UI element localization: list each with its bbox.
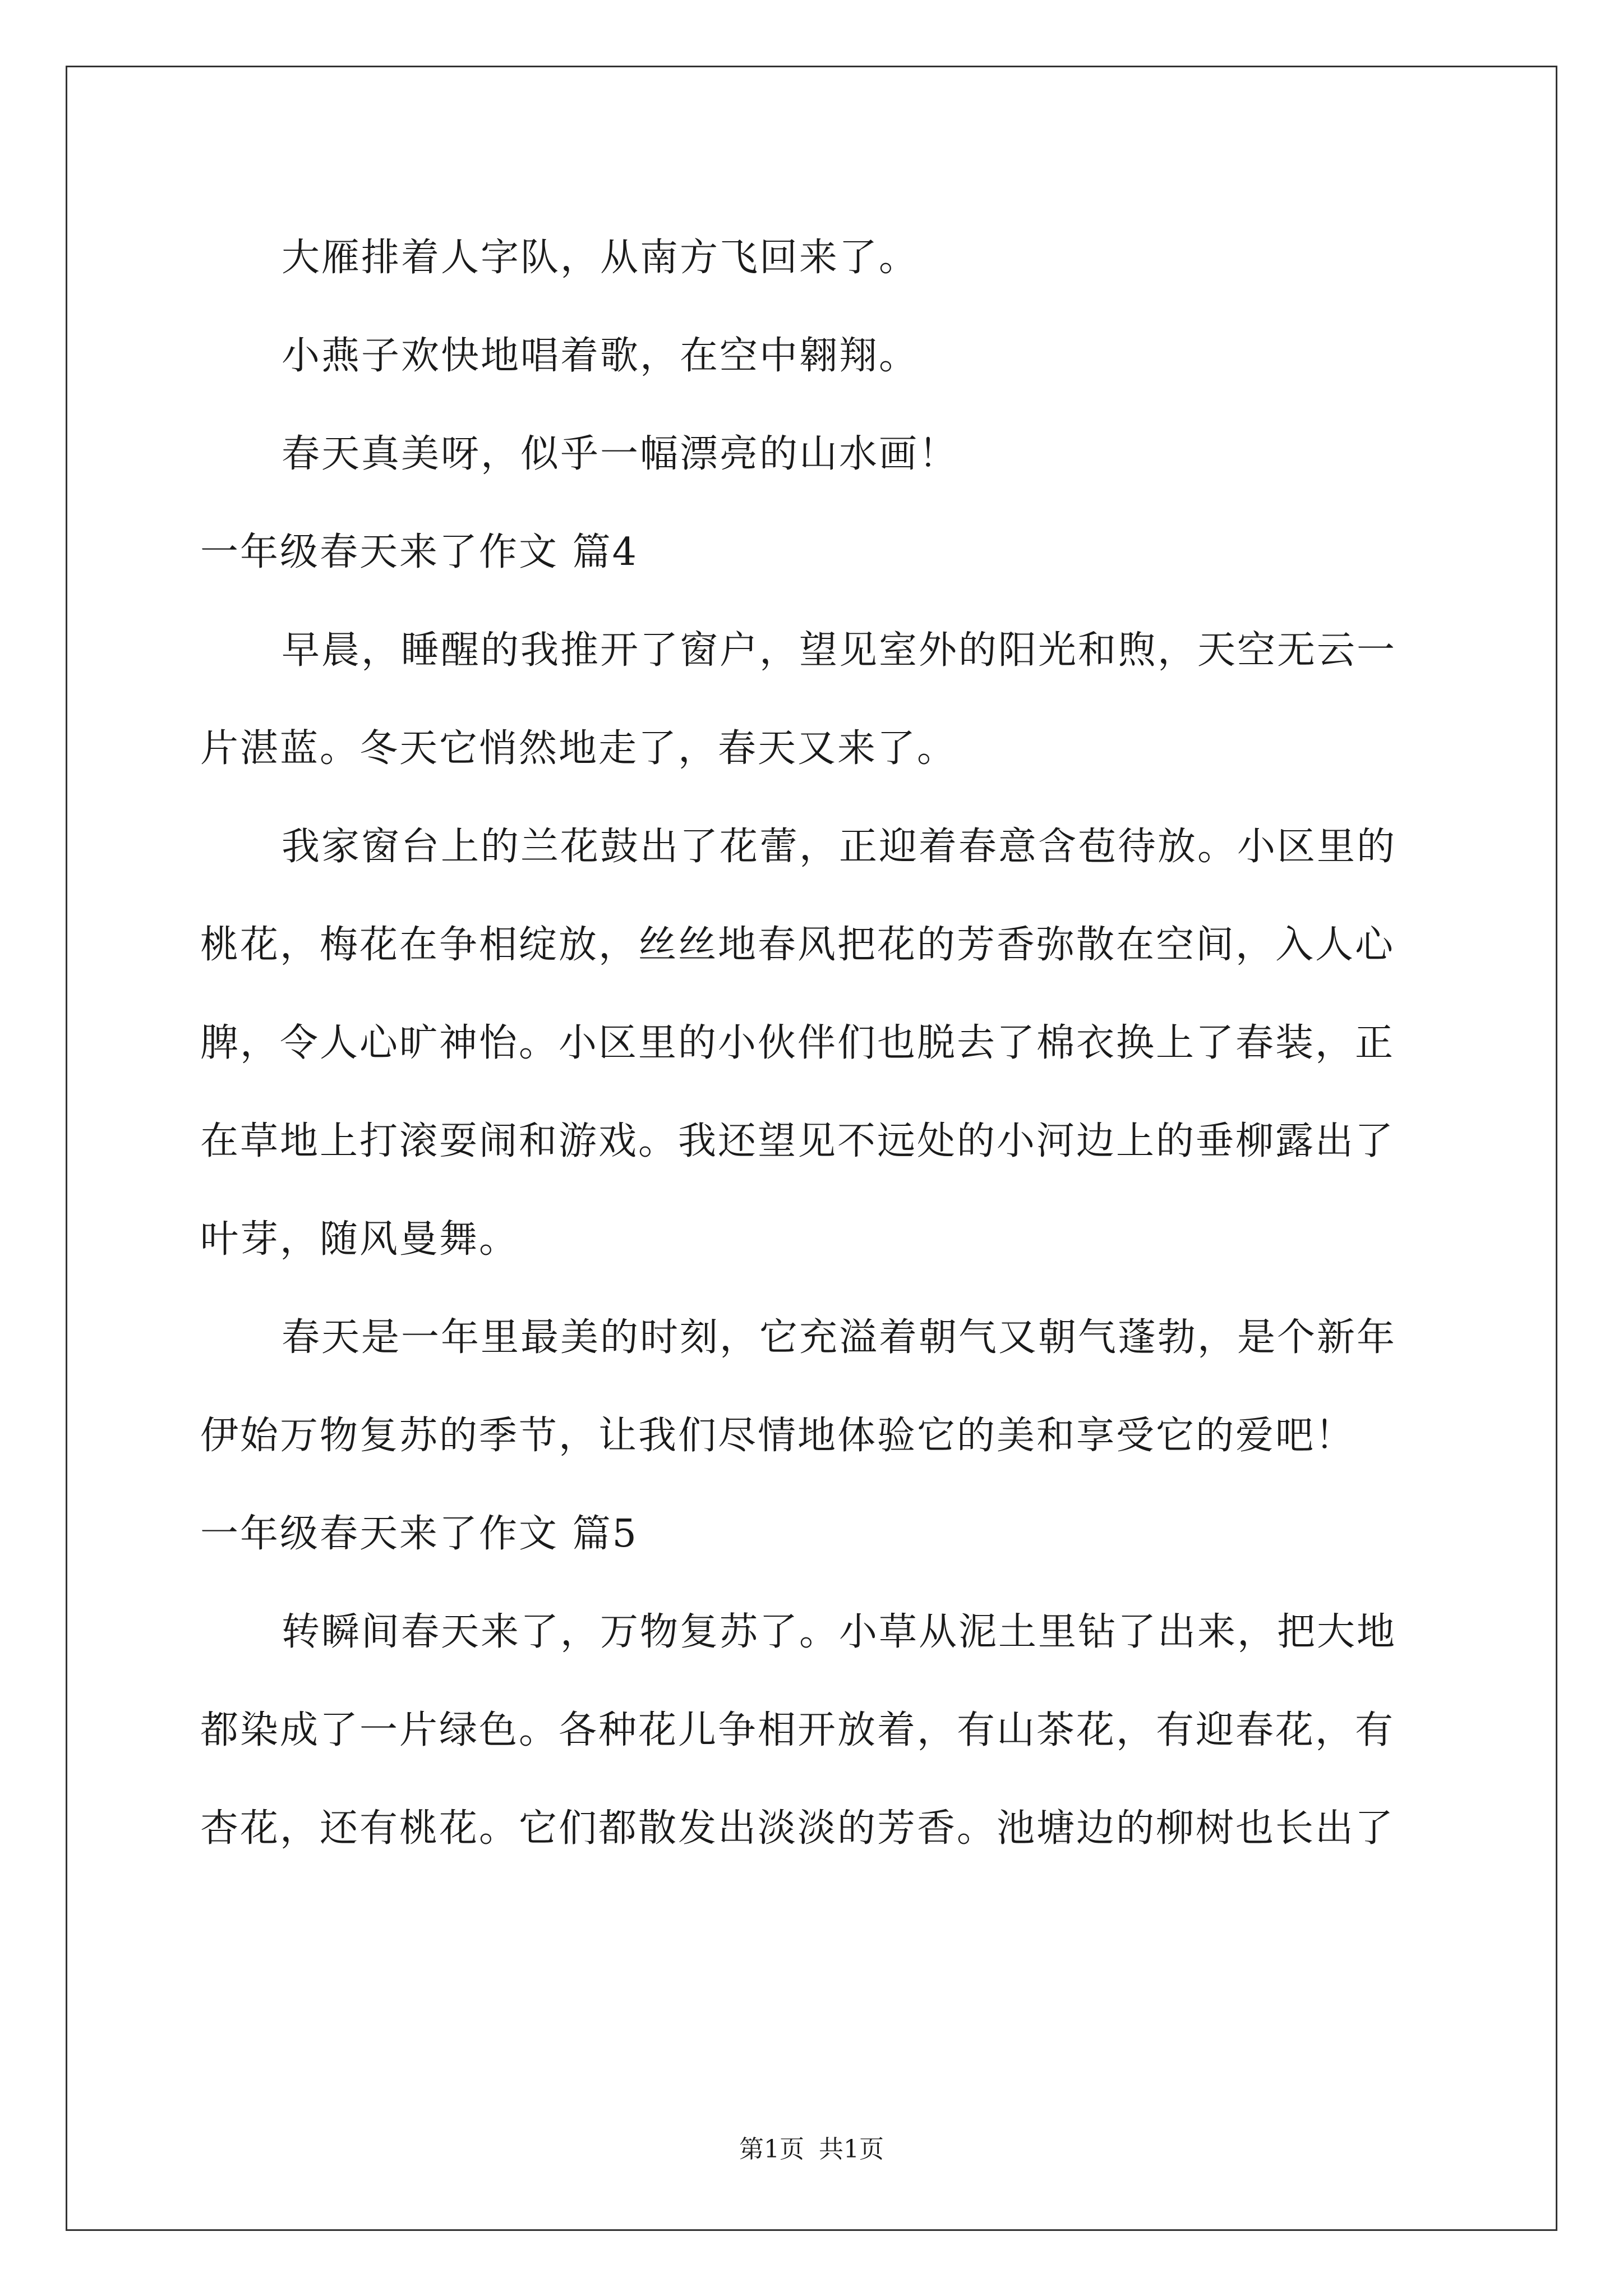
paragraph-line: 叶芽，随风曼舞。 [200, 1217, 519, 1262]
paragraph-line: 早晨，睡醒的我推开了窗户，望见室外的阳光和煦，天空无云一 [282, 628, 1397, 673]
paragraph-line: 春天真美呀，似乎一幅漂亮的山水画！ [282, 432, 959, 476]
paragraph-line: 桃花，梅花在争相绽放，丝丝地春风把花的芳香弥散在空间，入人心 [200, 923, 1395, 967]
paragraph-line: 在草地上打滚耍闹和游戏。我还望见不远处的小河边上的垂柳露出了 [200, 1119, 1395, 1163]
paragraph-line: 我家窗台上的兰花鼓出了花蕾，正迎着春意含苞待放。小区里的 [282, 825, 1397, 869]
paragraph-line: 都染成了一片绿色。各种花儿争相开放着，有山茶花，有迎春花，有 [200, 1708, 1395, 1752]
paragraph-line: 脾，令人心旷神怡。小区里的小伙伴们也脱去了棉衣换上了春装，正 [200, 1021, 1395, 1065]
paragraph-line: 小燕子欢快地唱着歌，在空中翱翔。 [282, 334, 919, 378]
page-footer [0, 2134, 1623, 2165]
paragraph-line: 杏花，还有桃花。它们都散发出淡淡的芳香。池塘边的柳树也长出了 [200, 1806, 1395, 1851]
paragraph-line: 春天是一年里最美的时刻，它充溢着朝气又朝气蓬勃，是个新年 [282, 1315, 1397, 1360]
page-number: 第1页 [739, 2135, 804, 2164]
paragraph-line: 伊始万物复苏的季节，让我们尽情地体验它的美和享受它的爱吧！ [200, 1414, 1355, 1458]
section-heading: 一年级春天来了作文 篇5 [200, 1512, 638, 1556]
page-total: 共1页 [819, 2135, 884, 2164]
section-heading: 一年级春天来了作文 篇4 [200, 530, 638, 574]
paragraph-line: 大雁排着人字队，从南方飞回来了。 [282, 236, 919, 280]
paragraph-line: 转瞬间春天来了，万物复苏了。小草从泥土里钻了出来，把大地 [282, 1610, 1397, 1654]
paragraph-line: 片湛蓝。冬天它悄然地走了，春天又来了。 [200, 726, 957, 771]
